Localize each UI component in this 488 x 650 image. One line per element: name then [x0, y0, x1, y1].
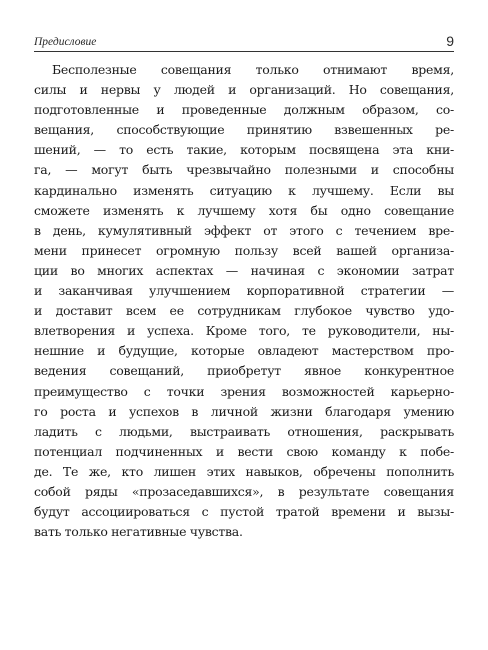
- text-line: силы и нервы у людей и организаций. Но совещания,: [34, 82, 454, 98]
- text-line: га, — могут быть чрезвычайно полезными и способны: [34, 162, 454, 178]
- text-line: потенциал подчиненных и вести свою команду к побе-: [34, 443, 454, 459]
- text-line: влетворения и успеха. Кроме того, те руководители, ны-: [34, 323, 454, 339]
- text-line: и заканчивая улучшением корпоративной стратегии —: [34, 283, 454, 299]
- header-rule: [34, 51, 454, 52]
- text-line: собой ряды «прозаседавшихся», в результате совещания: [34, 483, 454, 499]
- text-line: подготовленные и проведенные должным образом, со-: [34, 102, 454, 118]
- text-line: ведения совещаний, приобретут явное конкурентное: [34, 363, 454, 379]
- text-line: преимущество с точки зрения возможностей карьерно-: [34, 383, 454, 399]
- text-line: Бесполезные совещания только отнимают время,: [52, 62, 454, 77]
- text-line: кардинально изменять ситуацию к лучшему. Если вы: [34, 182, 454, 198]
- text-line: нешние и будущие, которые овладеют мастерством про-: [34, 343, 454, 359]
- running-head: [34, 28, 454, 52]
- text-line: го роста и успехов в личной жизни благодаря умению: [34, 403, 454, 419]
- text-line: мени принесет огромную пользу всей вашей организа-: [34, 242, 454, 258]
- text-line: и доставит всем ее сотрудникам глубокое чувство удо-: [34, 303, 454, 319]
- text-line: де. Те же, кто лишен этих навыков, обречены пополнить: [34, 463, 454, 479]
- text-line: шений, — то есть такие, которым посвящена эта кни-: [34, 142, 454, 158]
- page-number: 9: [446, 33, 454, 49]
- text-line: вещания, способствующие принятию взвешенных ре-: [34, 122, 454, 138]
- running-title: Предисловие: [34, 36, 97, 48]
- body-paragraph: [34, 60, 454, 542]
- text-line: ладить с людьми, выстраивать отношения, раскрывать: [34, 423, 454, 439]
- text-line: в день, кумулятивный эффект от этого с течением вре-: [34, 222, 454, 238]
- text-line: вать только негативные чувства.: [34, 524, 243, 540]
- text-line: ции во многих аспектах — начиная с экономии затрат: [34, 262, 454, 278]
- text-line: будут ассоциироваться с пустой тратой времени и вызы-: [34, 504, 454, 520]
- text-line: сможете изменять к лучшему хотя бы одно совещание: [34, 202, 454, 218]
